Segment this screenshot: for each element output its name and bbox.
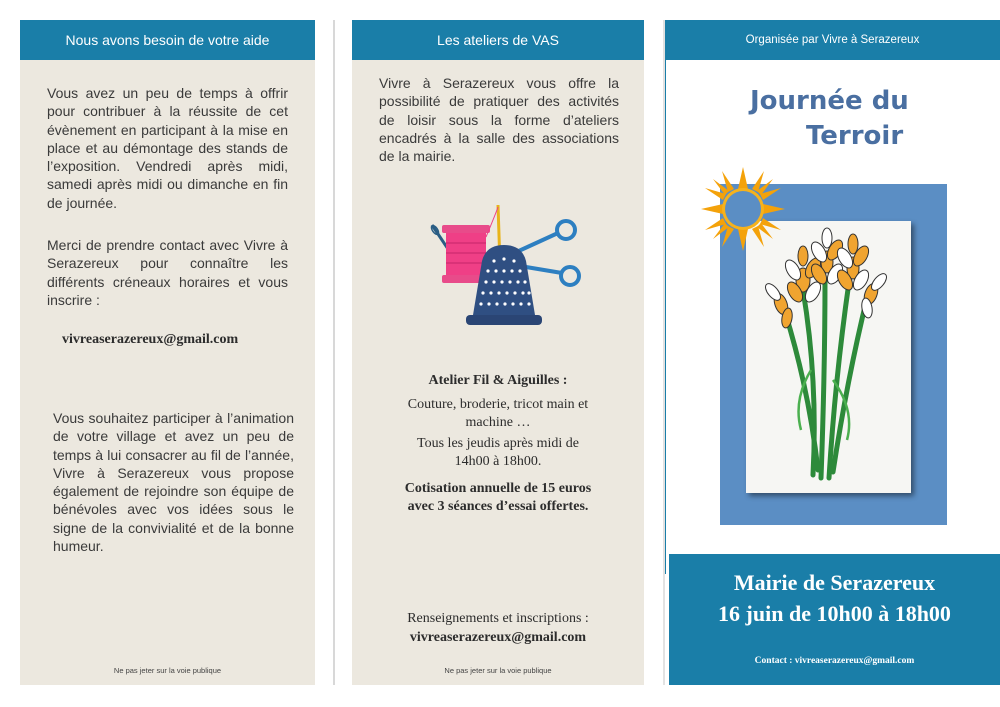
- workshop-activities-line1: Couture, broderie, tricot main et: [407, 397, 589, 412]
- help-footer-note: Ne pas jeter sur la voie publique: [113, 666, 222, 675]
- event-date: 16 juin de 10h00 à 18h00: [718, 601, 951, 626]
- help-email[interactable]: vivreaserazereux@gmail.com: [62, 332, 239, 347]
- event-info-box: [669, 554, 1000, 685]
- workshops-panel: [352, 20, 644, 685]
- help-text-volunteer: Vous avez un peu de temps à offrir pour contribuer à la réussite de cet évènement en participant à la mise en place et au démontage des stands de l’exposition. Vendredi après midi, samedi après midi ou dimanche en fin de journée.: [47, 85, 288, 211]
- wheat-icon: [763, 220, 893, 490]
- help-text-contact: Merci de prendre contact avec Vivre à Serazereux pour connaître les différents créneaux horaires et vous inscrire :: [47, 237, 288, 308]
- workshops-intro: Vivre à Serazereux vous offre la possibilité de pratiquer des activités de loisir sous la forme d’ateliers encadrés à la salle des associations de la mairie.: [379, 75, 619, 165]
- panel-divider: [333, 20, 335, 685]
- organizer-banner: Organisée par Vivre à Serazereux: [665, 20, 1000, 60]
- cover-panel: [665, 20, 1000, 685]
- workshops-email[interactable]: vivreaserazereux@gmail.com: [409, 630, 587, 645]
- workshop-schedule-line1: Tous les jeudis après midi de: [417, 436, 579, 451]
- help-panel: [20, 20, 315, 685]
- workshop-activities-line2: machine …: [465, 415, 531, 430]
- workshop-schedule-line2: 14h00 à 18h00.: [454, 454, 542, 469]
- workshops-footer-note: Ne pas jeter sur la voie publique: [444, 666, 552, 675]
- event-title-line1: Journée du: [750, 86, 909, 116]
- help-panel-header: Nous avons besoin de votre aide: [20, 20, 315, 60]
- help-text-join: Vous souhaitez participer à l’animation de votre village et avez un peu de temps à lui consacrer au fil de l’année, Vivre à Serazereux vous propose également de rejoindre son équipe de bénévoles avec vos idées sous le signe de la convivialité et de la bonne humeur.: [53, 410, 294, 555]
- event-location: Mairie de Serazereux: [733, 570, 936, 595]
- workshops-panel-header: Les ateliers de VAS: [352, 20, 644, 60]
- cover-left-border: [665, 60, 666, 574]
- event-title-line2: Terroir: [806, 121, 904, 151]
- workshop-fee-line2: avec 3 séances d’essai offertes.: [407, 499, 589, 514]
- workshop-fee-line1: Cotisation annuelle de 15 euros: [404, 481, 592, 496]
- info-label: Renseignements et inscriptions :: [407, 611, 589, 626]
- workshop-title: Atelier Fil & Aiguilles :: [428, 373, 568, 388]
- event-contact[interactable]: Contact : vivreaserazereux@gmail.com: [754, 656, 915, 666]
- sewing-icon: [428, 203, 583, 328]
